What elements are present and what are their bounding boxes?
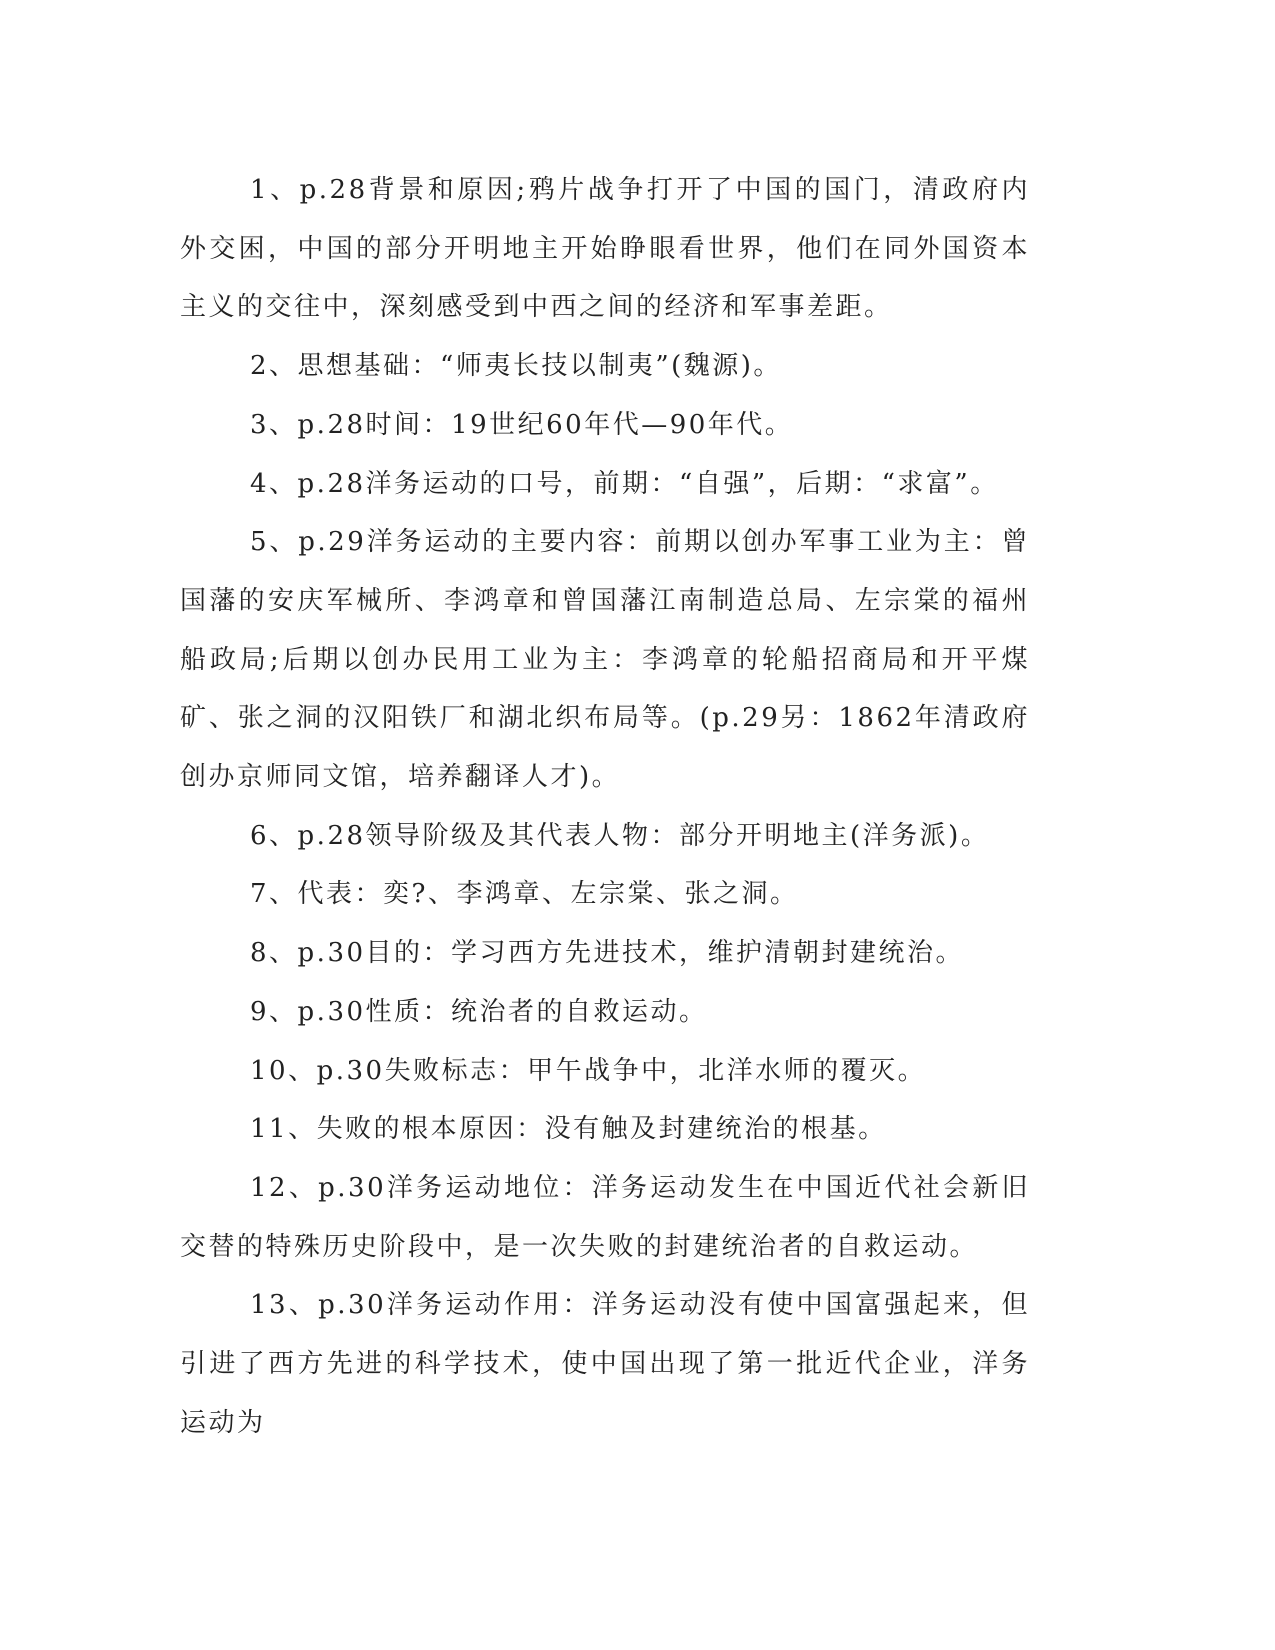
paragraph-9: 9、p.30性质：统治者的自救运动。: [250, 996, 708, 1027]
paragraph-5: 5、p.29洋务运动的主要内容：前期以创办军事工业为主：曾国藩的安庆军械所、李鸿章和曾国藩江南制造总局、左宗棠的福州船政局;后期以创办民用工业为主：李鸿章的轮船招商局和开平煤矿、张之洞的汉阳铁厂和湖北织布局等。(p.29另：1862年清政府创办京师同文馆，培养翻译人才)。: [180, 527, 1030, 793]
paragraph-6: 6、p.28领导阶级及其代表人物：部分开明地主(洋务派)。: [250, 820, 990, 851]
paragraph-13: 13、p.30洋务运动作用：洋务运动没有使中国富强起来，但引进了西方先进的科学技术，使中国出现了第一批近代企业，洋务运动为: [180, 1290, 1030, 1438]
paragraph-2: 2、思想基础：“师夷长技以制夷”(魏源)。: [250, 351, 782, 382]
paragraph-8: 8、p.30目的：学习西方先进技术，维护清朝封建统治。: [250, 938, 965, 969]
paragraph-7: 7、代表：奕?、李鸿章、左宗棠、张之洞。: [250, 879, 799, 910]
paragraph-1: 1、p.28背景和原因;鸦片战争打开了中国的国门，清政府内外交困，中国的部分开明地主开始睁眼看世界，他们在同外国资本主义的交往中，深刻感受到中西之间的经济和军事差距。: [180, 175, 1030, 323]
document-body: [180, 161, 1030, 1452]
paragraph-3: 3、p.28时间：19世纪60年代—90年代。: [250, 409, 794, 440]
paragraph-12: 12、p.30洋务运动地位：洋务运动发生在中国近代社会新旧交替的特殊历史阶段中，是一次失败的封建统治者的自救运动。: [180, 1172, 1030, 1262]
paragraph-11: 11、失败的根本原因：没有触及封建统治的根基。: [250, 1114, 887, 1145]
paragraph-10: 10、p.30失败标志：甲午战争中，北洋水师的覆灭。: [250, 1055, 927, 1086]
paragraph-4: 4、p.28洋务运动的口号，前期：“自强”，后期：“求富”。: [250, 468, 999, 499]
